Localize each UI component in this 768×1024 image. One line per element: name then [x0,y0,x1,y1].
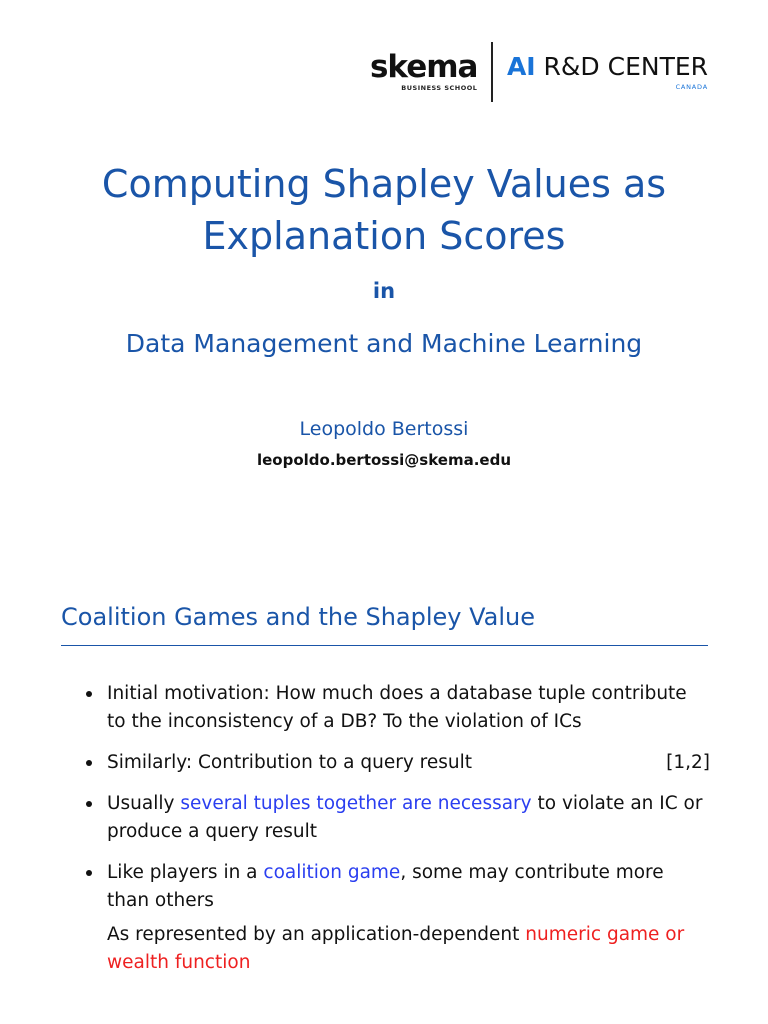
bullet-text-pre: Usually [107,793,181,814]
reference: [1,2] [666,752,710,773]
continuation-pre: As represented by an application-dependent [107,924,526,945]
section-title: Coalition Games and the Shapley Value [61,603,536,631]
skema-logo [369,49,478,92]
bullet-item [85,859,710,977]
main-title [0,158,768,262]
title-line-2: Explanation Scores [202,214,566,258]
logo-divider [491,42,493,102]
author-name: Leopoldo Bertossi [299,418,469,440]
center-country: CANADA [675,83,708,91]
ai-text: AI [506,52,536,81]
bullet-dot [86,691,92,697]
skema-wordmark: skema [369,49,478,85]
bullet-dot [86,801,92,807]
skema-subtitle: BUSINESS SCHOOL [401,84,478,92]
bullet-continuation [107,921,710,977]
bullet-item [85,680,710,736]
title-in: in [372,279,396,303]
ai-center-logo [507,53,708,91]
center-name: R&D CENTER [543,52,708,81]
highlighted-phrase: several tuples together are necessary [180,793,532,814]
bullet-text-post: to violate an IC or produce a query result [107,793,703,842]
emphasized-phrase: numeric game or wealth function [107,924,685,973]
bullet-item [85,790,710,846]
bullet-item [85,749,710,777]
bullet-list [85,680,710,990]
bullet-text: Similarly: Contribution to a query result [107,752,473,773]
header-logos [370,42,708,102]
bullet-text: Initial motivation: How much does a database tuple contribute to the inconsistency of a DB? To the violation of ICs [107,683,687,732]
bullet-text-post: , some may contribute more than others [107,862,664,911]
title-line-1: Computing Shapley Values as [101,162,667,206]
subtitle: Data Management and Machine Learning [125,329,643,358]
highlighted-phrase: coalition game [263,862,401,883]
author-email: leopoldo.bertossi@skema.edu [256,451,512,469]
section-divider [61,645,708,646]
bullet-text-pre: Like players in a [107,862,264,883]
bullet-dot [86,870,92,876]
bullet-dot [86,760,92,766]
